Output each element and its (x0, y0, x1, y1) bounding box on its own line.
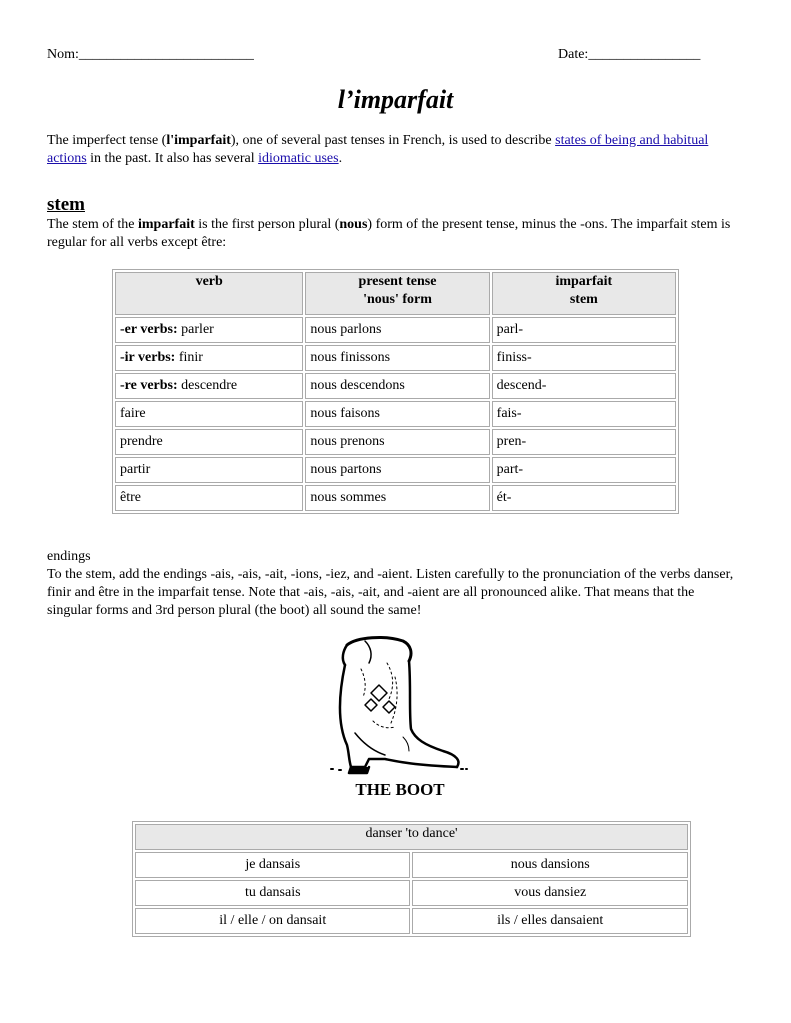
verb-cell: -ir verbs: finir (115, 345, 303, 371)
stem-bold-term: imparfait (137, 217, 195, 232)
table-header-row (115, 272, 676, 315)
table-row (135, 852, 688, 878)
intro-paragraph (47, 132, 737, 168)
table-row (135, 880, 688, 906)
stem-cell: part- (492, 457, 676, 483)
endings-label: endings (47, 549, 91, 564)
nous-form-cell: nous descendons (305, 373, 489, 399)
conjugation-cell: nous dansions (412, 852, 688, 878)
intro-text: The imperfect tense ( (47, 133, 167, 148)
table-row (115, 485, 676, 511)
table-row (115, 457, 676, 483)
stem-cell: parl- (492, 317, 676, 343)
stem-cell: pren- (492, 429, 676, 455)
boot-illustration (325, 633, 475, 803)
header-imparfait-stem: imparfait stem (492, 272, 676, 315)
verb-cell: -er verbs: parler (115, 317, 303, 343)
stem-bold-term: nous (339, 217, 368, 232)
boot-icon (325, 633, 475, 803)
stem-heading: stem (47, 194, 85, 215)
nous-form-cell: nous faisons (305, 401, 489, 427)
intro-text: in the past. It also has several (86, 151, 259, 166)
nous-form-cell: nous prenons (305, 429, 489, 455)
stem-cell: finiss- (492, 345, 676, 371)
intro-bold-term: l'imparfait (166, 133, 231, 148)
nous-form-cell: nous finissons (305, 345, 489, 371)
states-of-being-link[interactable]: states of being and habitual actions (47, 133, 709, 166)
intro-text: ), one of several past tenses in French, is used to describe (230, 133, 556, 148)
stem-cell: ét- (492, 485, 676, 511)
stem-text: The stem of the (47, 217, 138, 232)
verb-cell: faire (115, 401, 303, 427)
danser-conjugation-table (132, 821, 691, 937)
endings-paragraph: To the stem, add the endings -ais, -ais, -ait, -ions, -iez, and -aient. Listen carefully to the pronunciation of the verbs danser, finir and être in the imparfait tense. Note that -ais, -ais, -ait, and -aient are all pronounced alike. That means that the singular forms and 3rd person plural (the boot) all sound the same! (47, 567, 734, 618)
verb-cell: -re verbs: descendre (115, 373, 303, 399)
table-row (115, 317, 676, 343)
stem-cell: fais- (492, 401, 676, 427)
danser-header: danser 'to dance' (135, 824, 688, 850)
verb-cell: prendre (115, 429, 303, 455)
stem-text: is the first person plural ( (194, 217, 340, 232)
conjugation-cell: ils / elles dansaient (412, 908, 688, 934)
header-verb: verb (115, 272, 303, 315)
conjugation-cell: vous dansiez (412, 880, 688, 906)
intro-text: . (338, 151, 343, 166)
conjugation-cell: tu dansais (135, 880, 410, 906)
verb-cell: partir (115, 457, 303, 483)
table-row (115, 429, 676, 455)
conjugation-cell: il / elle / on dansait (135, 908, 410, 934)
nous-form-cell: nous partons (305, 457, 489, 483)
page-title: l’imparfait (337, 85, 454, 114)
idiomatic-uses-link[interactable]: idiomatic uses (258, 151, 339, 166)
table-row (115, 373, 676, 399)
nom-field: Nom:_________________________ (47, 47, 254, 62)
verb-cell: être (115, 485, 303, 511)
stem-paragraph (47, 216, 737, 252)
table-row (115, 401, 676, 427)
stem-table (112, 269, 679, 514)
table-header-row (135, 824, 688, 850)
table-row (115, 345, 676, 371)
nous-form-cell: nous parlons (305, 317, 489, 343)
header-present-tense: present tense 'nous' form (305, 272, 489, 315)
date-field: Date:________________ (558, 47, 701, 62)
boot-caption: THE BOOT (355, 780, 445, 799)
nous-form-cell: nous sommes (305, 485, 489, 511)
conjugation-cell: je dansais (135, 852, 410, 878)
table-row (135, 908, 688, 934)
stem-text: ) form of the present tense, minus the -ons. The imparfait stem is regular for all verbs except être: (47, 217, 731, 250)
stem-cell: descend- (492, 373, 676, 399)
